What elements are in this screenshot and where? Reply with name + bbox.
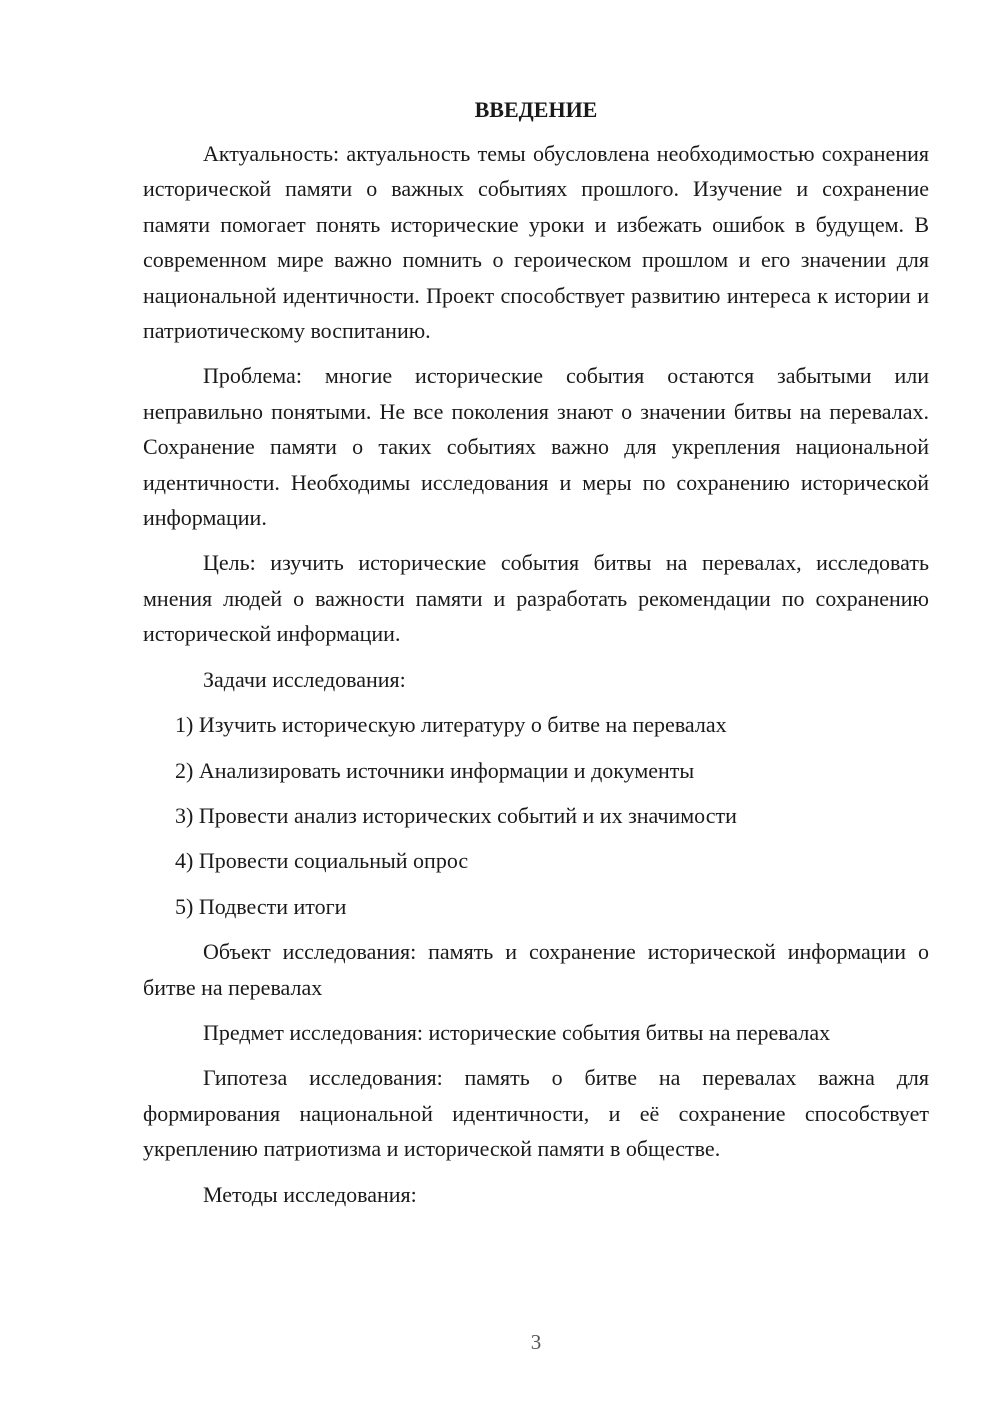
task-item: 1) Изучить историческую литературу о битве на перевалах	[175, 712, 727, 738]
hypothesis-paragraph: Гипотеза исследования: память о битве на перевалах важна для формирования национальной идентичности, и её сохранение способствует укреплению патриотизма и исторической памяти в обществе.	[143, 1065, 929, 1162]
relevance-paragraph: Актуальность: актуальность темы обусловлена необходимостью сохранения исторической памяти о важных событиях прошлого. Изучение и сохранение памяти помогает понять исторические уроки и избежать ошибок в будущем. В современном мире важно помнить о героическом прошлом и его значении для национальной идентичности. Проект способствует развитию интереса к истории и патриотическому воспитанию.	[143, 141, 929, 344]
task-item: 4) Провести социальный опрос	[175, 848, 469, 874]
document-page	[143, 92, 929, 1222]
tasks-heading: Задачи исследования:	[203, 666, 406, 692]
section-title: ВВЕДЕНИЕ	[474, 97, 598, 122]
tasks-list	[143, 707, 929, 924]
task-item: 3) Провести анализ исторических событий и их значимости	[175, 802, 737, 828]
methods-heading: Методы исследования:	[203, 1181, 417, 1207]
task-item: 2) Анализировать источники информации и документы	[175, 757, 695, 783]
subject-paragraph: Предмет исследования: исторические события битвы на перевалах	[203, 1019, 831, 1045]
problem-paragraph: Проблема: многие исторические события остаются забытыми или неправильно понятыми. Не все поколения знают о значении битвы на перевалах. Сохранение памяти о таких событиях важно для укрепления национальной идентичности. Необходимы исследования и меры по сохранению исторической информации.	[143, 363, 929, 531]
object-paragraph: Объект исследования: память и сохранение исторической информации о битве на перевалах	[143, 939, 929, 1000]
page-number: 3	[530, 1330, 542, 1354]
goal-paragraph: Цель: изучить исторические события битвы на перевалах, исследовать мнения людей о важности памяти и разработать рекомендации по сохранению исторической информации.	[143, 550, 929, 647]
task-item: 5) Подвести итоги	[175, 893, 347, 919]
